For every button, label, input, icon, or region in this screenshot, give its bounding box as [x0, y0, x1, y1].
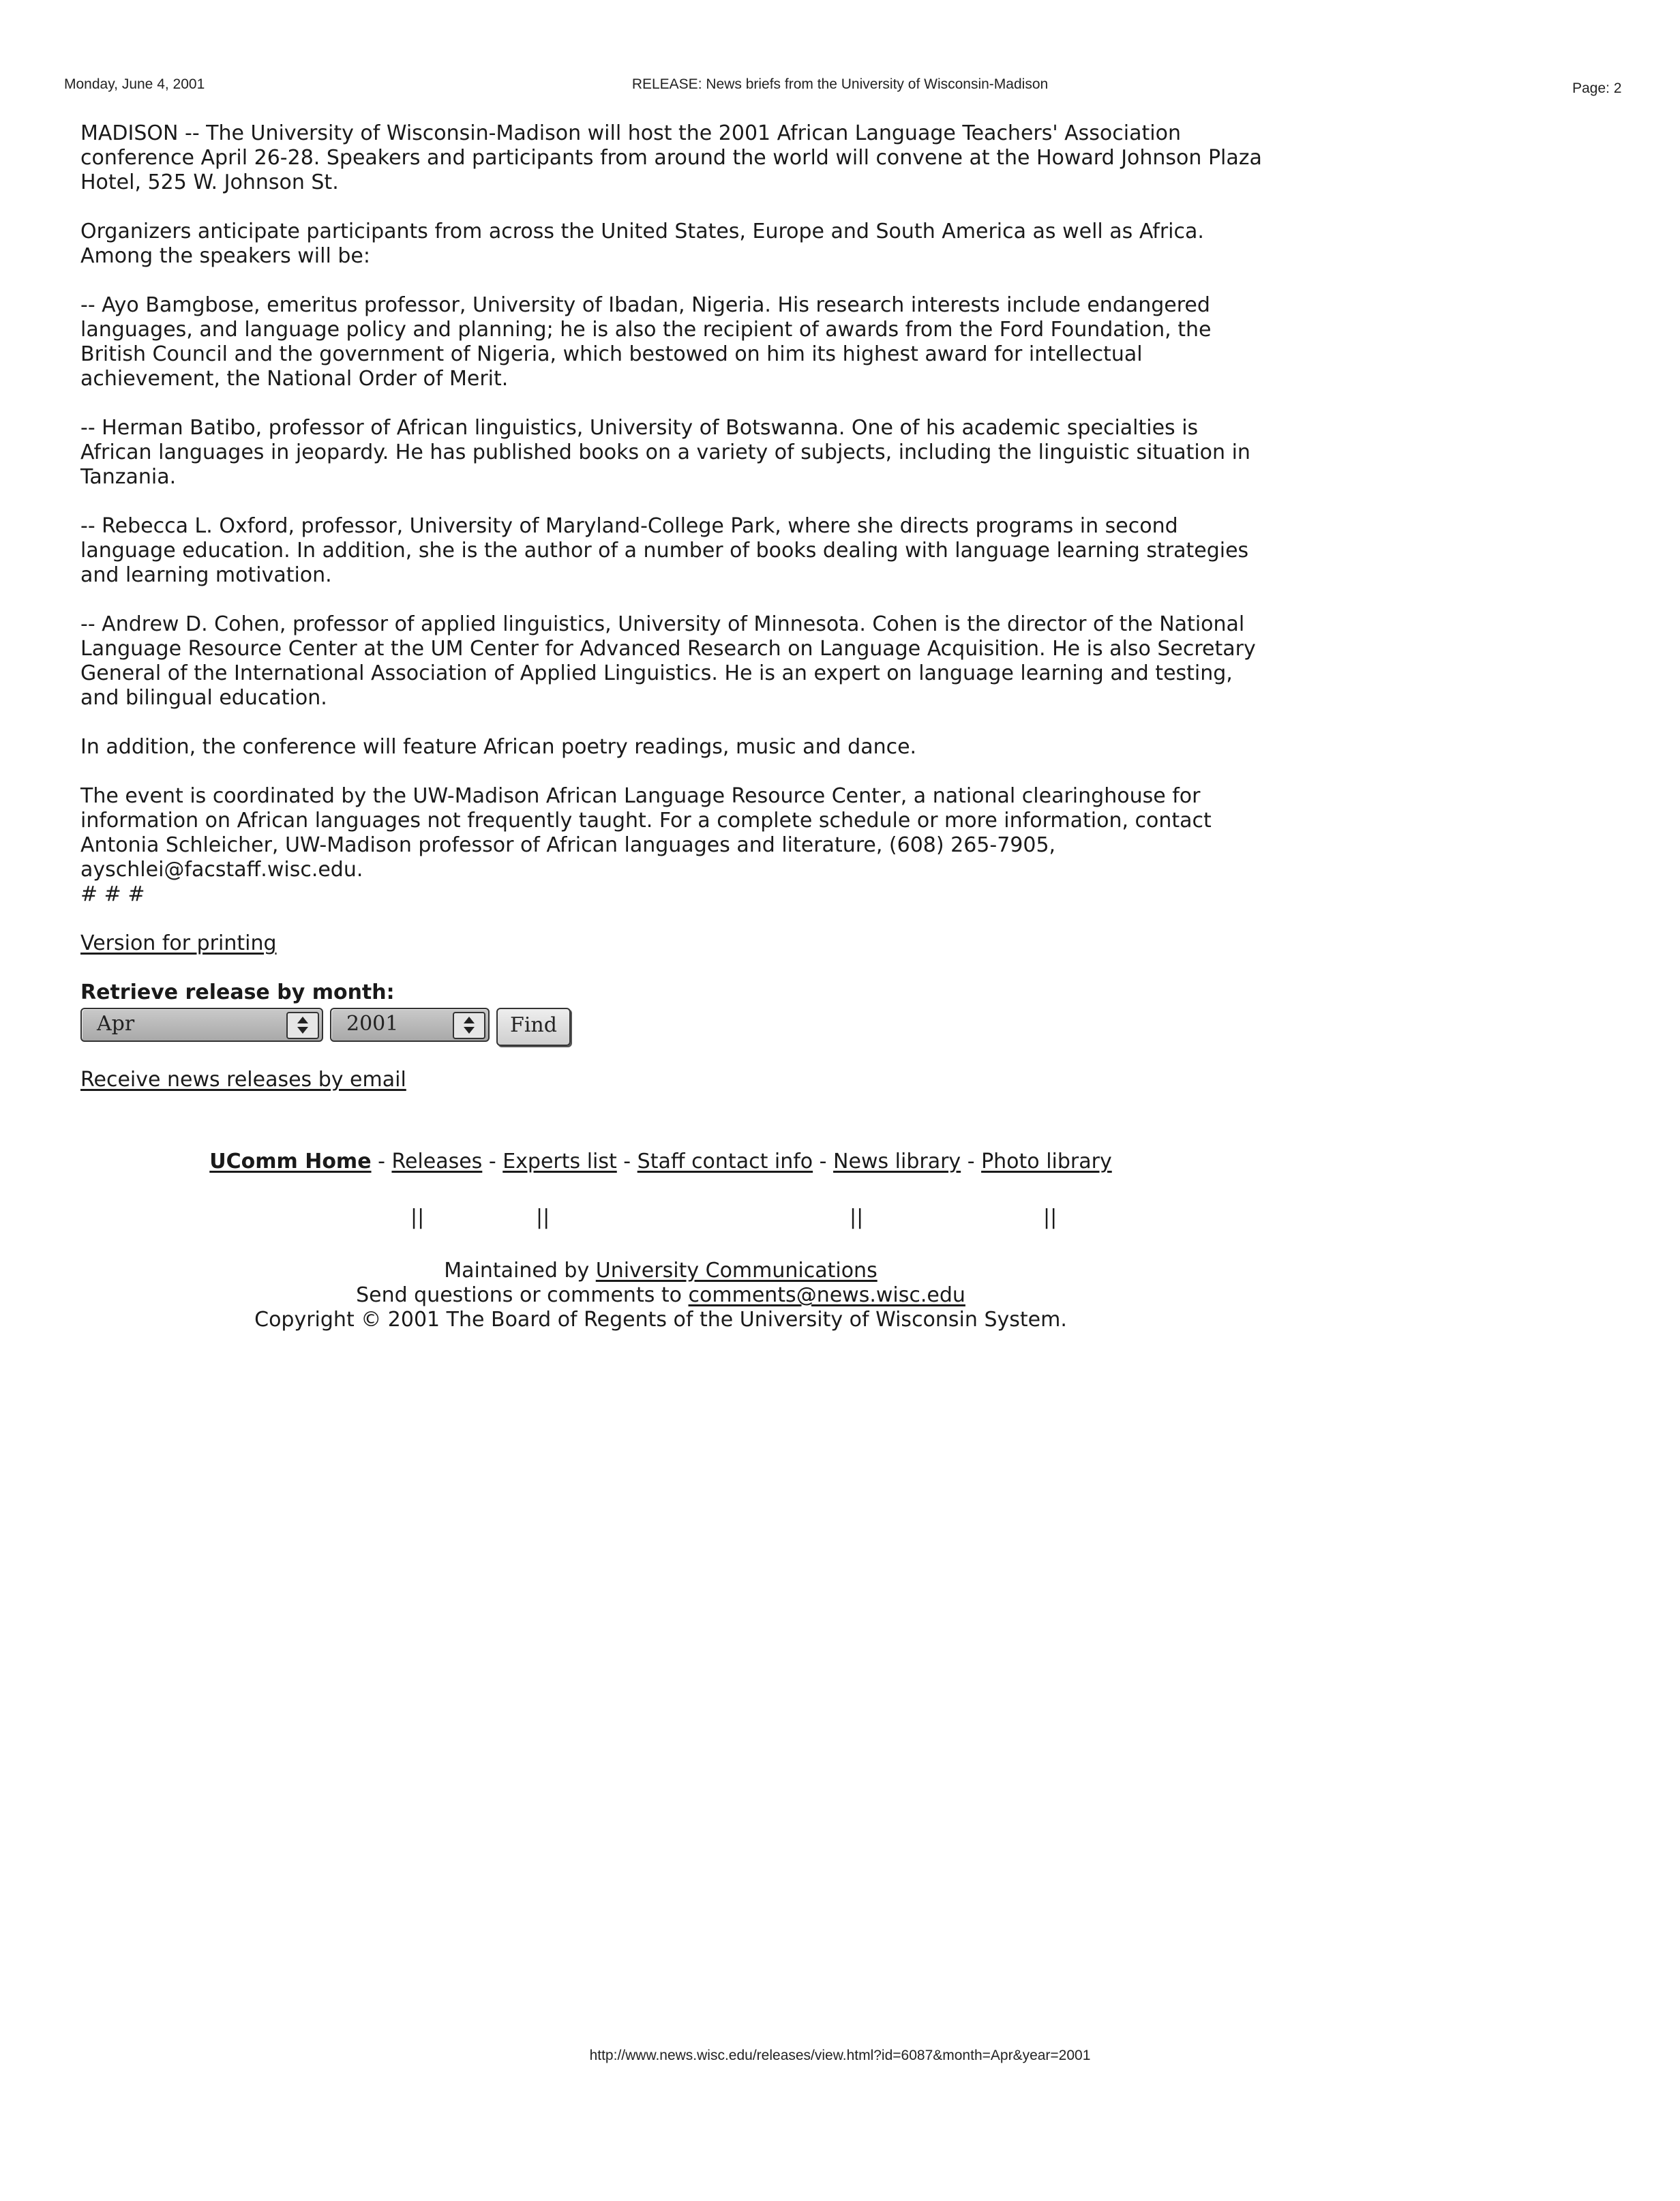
month-select[interactable] [80, 1008, 323, 1042]
nav-photo-library-link[interactable]: Photo library [981, 1150, 1112, 1173]
article-paragraph: -- Herman Batibo, professor of African linguistics, University of Botswanna. One of his academic specialties is African languages in jeopardy. He has published books on a variety of subjects, including the linguistic situation in Tanzania. [80, 416, 1250, 489]
version-for-printing-link[interactable]: Version for printing [80, 931, 277, 955]
retrieve-label: Retrieve release by month: [80, 980, 395, 1004]
article-paragraph: In addition, the conference will feature African poetry readings, music and dance. [80, 735, 917, 759]
page-number: Page: 2 [1572, 80, 1622, 96]
send-prefix: Send questions or comments to [356, 1283, 689, 1307]
article-paragraph: MADISON -- The University of Wisconsin-Madison will host the 2001 African Language Teachers' Association conference April 26-28. Speakers and participants from around the world will convene at the Howard Johnson Plaza Hotel, 525 W. Johnson St. [80, 121, 1262, 194]
retrieve-form [80, 1005, 1267, 1046]
site-footer [0, 1259, 1321, 1332]
updown-arrows-icon [453, 1012, 485, 1039]
print-title: RELEASE: News briefs from the University of Wisconsin-Madison [631, 76, 1049, 92]
updown-arrows-icon [286, 1012, 319, 1039]
nav-releases-link[interactable]: Releases [391, 1150, 483, 1173]
nav-news-library-link[interactable]: News library [833, 1150, 961, 1173]
pipe-separator: || [1043, 1206, 1058, 1229]
nav-separator: - [371, 1150, 392, 1173]
nav-ucomm-home-link[interactable]: UComm Home [209, 1150, 372, 1173]
send-comments-line [0, 1283, 1321, 1308]
footer-nav [0, 1150, 1321, 1174]
receive-by-email-link[interactable]: Receive news releases by email [80, 1068, 406, 1092]
print-date: Monday, June 4, 2001 [64, 76, 205, 92]
article-paragraph: -- Ayo Bamgbose, emeritus professor, University of Ibadan, Nigeria. His research interests include endangered languages, and language policy and planning; he is also the recipient of awards from the Ford Foundation, the British Council and the government of Nigeria, which bestowed on him its highest award for intellectual achievement, the National Order of Merit. [80, 293, 1212, 391]
university-communications-link[interactable]: University Communications [595, 1259, 877, 1283]
print-header [0, 76, 1680, 104]
nav-separator: - [616, 1150, 638, 1173]
maintained-prefix: Maintained by [444, 1259, 596, 1283]
year-select-value: 2001 [346, 1012, 399, 1036]
article-paragraph: The event is coordinated by the UW-Madison African Language Resource Center, a national clearinghouse for information on African languages not frequently taught. For a complete schedule or more information, contact Antonia Schleicher, UW-Madison professor of African languages and literature, (608) 265-7905, ayschlei@facstaff.wisc.edu. [80, 784, 1212, 882]
print-url: http://www.news.wisc.edu/releases/view.html?id=6087&month=Apr&year=2001 [589, 2048, 1091, 2063]
month-select-value: Apr [97, 1012, 135, 1036]
pipe-separator: || [536, 1206, 550, 1229]
article-content [80, 121, 1267, 1117]
end-mark: # # # [80, 882, 145, 906]
nav-separator: - [482, 1150, 503, 1173]
comments-email-link[interactable]: comments@news.wisc.edu [688, 1283, 965, 1307]
nav-experts-link[interactable]: Experts list [502, 1150, 617, 1173]
pipe-separators [0, 1206, 1680, 1230]
year-select[interactable] [330, 1008, 490, 1042]
copyright: Copyright © 2001 The Board of Regents of the University of Wisconsin System. [254, 1308, 1067, 1332]
pipe-separator: || [850, 1206, 864, 1229]
pipe-separator: || [410, 1206, 425, 1229]
nav-separator: - [813, 1150, 834, 1173]
article-paragraph: Organizers anticipate participants from across the United States, Europe and South America as well as Africa. Among the speakers will be: [80, 220, 1204, 268]
article-paragraph: -- Andrew D. Cohen, professor of applied linguistics, University of Minnesota. Cohen is the director of the National Language Resource Center at the UM Center for Advanced Research on Language Acquisition. He is also Secretary General of the International Association of Applied Linguistics. He is an expert on language learning and testing, and bilingual education. [80, 612, 1256, 710]
nav-separator: - [961, 1150, 982, 1173]
article-paragraph: -- Rebecca L. Oxford, professor, University of Maryland-College Park, where she directs programs in second language education. In addition, she is the author of a number of books dealing with language learning strategies and learning motivation. [80, 514, 1249, 587]
maintained-line [0, 1259, 1321, 1283]
nav-staff-link[interactable]: Staff contact info [637, 1150, 813, 1173]
find-button[interactable]: Find [496, 1008, 571, 1046]
